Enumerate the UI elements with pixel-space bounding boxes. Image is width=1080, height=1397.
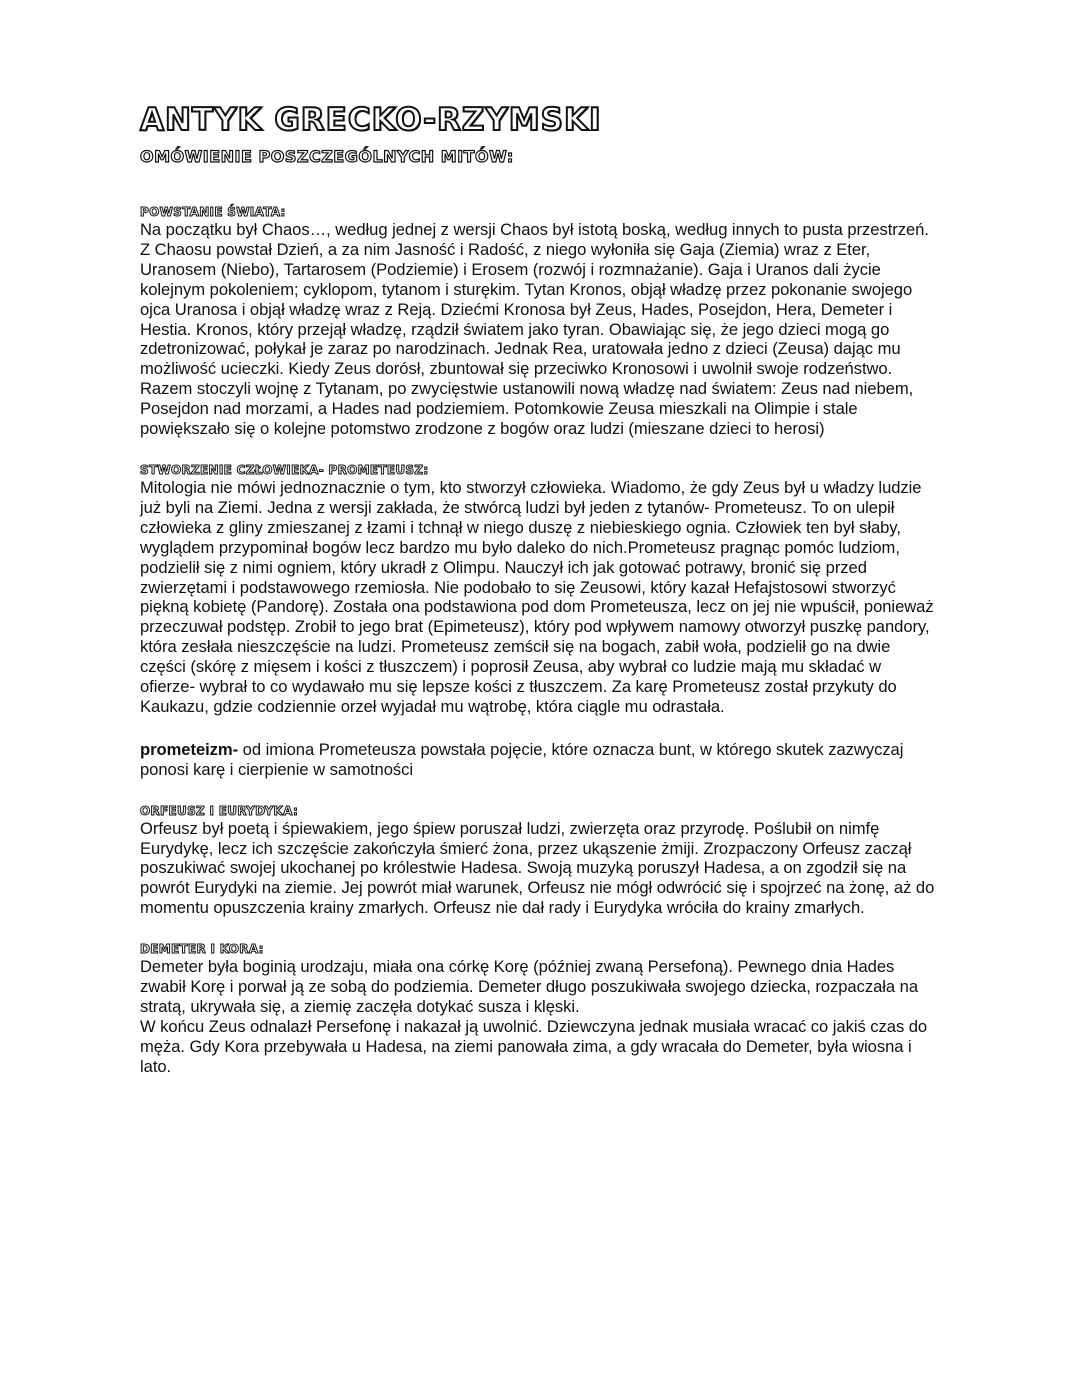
section-paragraph: Na początku był Chaos…, według jednej z wersji Chaos był istotą boską, według innych to pusta przestrzeń. Z Chaosu powstał Dzień, a za nim Jasność i Radość, z niego wyłoniła się Gaja (Ziemia) wraz z Eter, Uranosem (Niebo), Tartarosem (Podziemie) i Erosem (rozwój i rozmnażanie). Gaja i Uranos dali życie kolejnym pokoleniem; cyklopom, tytanom i sturękim. Tytan Kronos, objął władzę przez pokonanie swojego ojca Uranosa i objął władzę wraz z Reją. Dziećmi Kronosa był Zeus, Hades, Posejdon, Hera, Demeter i Hestia. Kronos, który przejął władzę, rządził światem jako tyran. Obawiając się, że jego dzieci mogą go zdetronizować, połykał je zaraz po narodzinach. Jednak Rea, uratowała jedno z dzieci (Zeusa) dając mu możliwość ucieczki. Kiedy Zeus dorósł, zbuntował się przeciwko Kronosowi i uwolnił swoje rodzeństwo. Razem stoczyli wojnę z Tytanam, po zwycięstwie ustanowili nową władzę nad światem: Zeus nad niebem, Posejdon nad morzami, a Hades nad podziemiem. Potomkowie Zeusa mieszkali na Olimpie i stale powiększało się o kolejne potomstwo zrodzone z bogów oraz ludzi (mieszane dzieci to herosi) [140, 220, 929, 439]
section-demeter-kora [140, 941, 940, 1076]
section-heading: ORFEUSZ I EURYDYKA: [140, 803, 299, 818]
term-definition [140, 740, 940, 780]
section-paragraph: Demeter była boginią urodzaju, miała ona córkę Korę (później zwaną Persefoną). Pewnego dnia Hades zwabił Korę i porwał ją ze sobą do podziemia. Demeter długo poszukiwała swojego dziecka, rozpaczała na stratą, ukrywała się, a ziemię zaczęła dotykać susza i klęski. [140, 957, 918, 1016]
term-word: prometeizm- [140, 739, 239, 759]
section-paragraph: W końcu Zeus odnalazł Persefonę i nakazał ją uwolnić. Dziewczyna jednak musiała wracać co jakiś czas do męża. Gdy Kora przebywała u Hadesa, na ziemi panowała zima, a gdy wracała do Demeter, była wiosna i lato. [140, 1016, 928, 1076]
section-creation-of-man [140, 462, 940, 717]
document-page [140, 100, 940, 1077]
section-heading: POWSTANIE ŚWIATA: [140, 205, 286, 219]
section-heading: DEMETER I KORA: [140, 942, 264, 957]
term-paragraph [140, 740, 940, 780]
section-paragraph: Orfeusz był poetą i śpiewakiem, jego śpiew poruszał ludzi, zwierzęta oraz przyrodę. Poślubił on nimfę Eurydykę, lecz ich szczęście zakończyła śmierć żona, przez ukąszenie żmiji. Zrozpaczony Orfeusz zaczął poszukiwać swojej ukochanej po królestwie Hadesa. Swoją muzyką poruszył Hadesa, a on zgodził się na powrót Eurydyki na ziemie. Jej powrót miał warunek, Orfeusz nie mógł odwrócić się i spojrzeć na żonę, aż do momentu opuszczenia krainy zmarłych. Orfeusz nie dał rady i Eurydyka wróciła do krainy zmarłych. [140, 818, 935, 918]
term-text: od imiona Prometeusza powstała pojęcie, które oznacza bunt, w którego skutek zazwyczaj ponosi karę i cierpienie w samotności [140, 739, 904, 779]
page-title: ANTYK GRECKO-RZYMSKI [140, 102, 602, 138]
section-paragraph: Mitologia nie mówi jednoznacznie o tym, kto stworzył człowieka. Wiadomo, że gdy Zeus był u władzy ludzie już byli na Ziemi. Jedna z wersji zakłada, że stwórcą ludzi był jeden z tytanów- Prometeusz. To on ulepił człowieka z gliny zmieszanej z łzami i tchnął w niego duszę z niebieskiego ognia. Człowiek ten był słaby, wyglądem przypominał bogów lecz bardzo mu było daleko do nich.Prometeusz pragnąc pomóc ludziom, podzielił się z nimi ogniem, który ukradł z Olimpu. Nauczył ich jak gotować potrawy, bronić się przed zwierzętami i podstawowego rzemiosła. Nie podobało to się Zeusowi, który kazał Hefajstosowi stworzyć piękną kobietę (Pandorę). Została ona podstawiona pod dom Prometeusza, lecz on jej nie wpuścił, ponieważ przeczuwał podstęp. Zrobił to jego brat (Epimeteusz), który pod wpływem namowy otworzył puszkę pandory, która zesłała nieszczęście na ludzi. Prometeusz zemścił się na bogach, zabił woła, podzielił go na dwie części (skórę z mięsem i kości z tłuszczem) i poprosił Zeusa, aby wybrał co ludzie mają mu składać w ofierze- wybrał to co wydawało mu się lepsze kości z tłuszczem. Za karę Prometeusz został przykuty do Kaukazu, gdzie codziennie orzeł wyjadał mu wątrobę, która ciągle mu odrastała. [140, 477, 934, 716]
page-subtitle: OMÓWIENIE POSZCZEGÓLNYCH MITÓW: [140, 147, 514, 166]
section-orpheus-eurydice [140, 803, 940, 919]
section-creation-of-world [140, 204, 940, 439]
section-heading: STWORZENIE CZŁOWIEKA- PROMETEUSZ: [140, 462, 429, 477]
